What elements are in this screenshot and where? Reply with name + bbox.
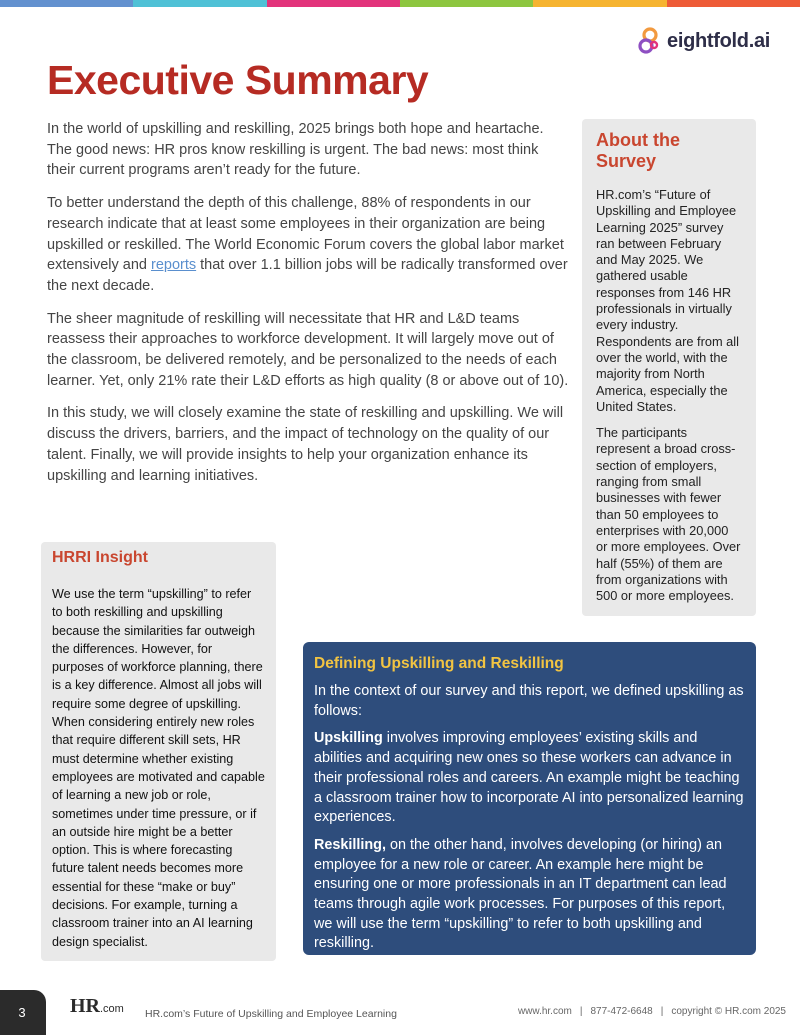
color-bar-segment	[667, 0, 800, 7]
footer-website[interactable]: www.hr.com	[517, 1006, 572, 1017]
infinity-logo-icon	[637, 27, 663, 55]
hr-logo-suffix: .com	[100, 1003, 124, 1015]
summary-body	[47, 119, 569, 498]
color-bar-segment	[533, 0, 666, 7]
top-color-bar	[0, 0, 800, 7]
footer-separator: |	[579, 1006, 583, 1017]
color-bar-segment	[133, 0, 266, 7]
summary-paragraph-1: In the world of upskilling and reskilling, 2025 brings both hope and heartache. The good news: HR pros know reskilling is urgent. The bad news: most think their current programs aren’t ready for the future.	[47, 121, 544, 179]
definition-intro: In the context of our survey and this report, we defined upskilling as follows:	[314, 683, 744, 719]
upskilling-term: Upskilling	[314, 730, 383, 747]
paragraph-text: To better understand the depth of this challenge, 88% of respondents in our research indicate that at least some employees in their organization are being upskilled or reskilled. The World Economic Forum covers the global labor market extensively and	[47, 195, 564, 274]
hr-com-logo	[70, 995, 124, 1018]
upskilling-text: involves improving employees’ existing skills and abilities and acquiring new ones so these workers can advance in their professional roles and careers. An example might be teaching a classroom trainer how to incorporate AI into personalized learning experiences.	[314, 730, 744, 826]
reskilling-term: Reskilling,	[314, 836, 386, 853]
insight-text: We use the term “upskilling” to refer to both reskilling and upskilling because the similarities far outweigh the differences. However, for purposes of workforce planning, there is a key difference. Almost all jobs will require some degree of upskilling. When considering entirely new roles that require different skill sets, HR must determine whether existing employees are motivated and capable of learning a new job or role, sometimes under time pressure, or if an outside hire might be a better option. This is where forecasting future talent needs becomes more essential for these “make or buy” decisions. For example, turning a classroom trainer into an AI learning design specialist.	[52, 587, 265, 949]
reskilling-text: on the other hand, involves developing (or hiring) an employee for a new role or career. An example here might be ensuring one or more professionals in an IT department can lead teams through agile work processes. For purposes of this report, we will use the term “upskilling” to refer to both upskilling and reskilling.	[314, 836, 727, 952]
definition-box	[303, 642, 756, 955]
color-bar-segment	[400, 0, 533, 7]
color-bar-segment	[267, 0, 400, 7]
page-footer	[0, 990, 800, 1035]
reports-link[interactable]: reports	[150, 257, 197, 274]
summary-paragraph-2	[47, 193, 569, 297]
about-survey-box	[582, 119, 756, 616]
footer-contact	[518, 1006, 786, 1017]
footer-copyright: copyright © HR.com 2025	[671, 1006, 786, 1017]
eightfold-logo	[637, 27, 770, 55]
reskilling-definition	[314, 836, 745, 954]
hrri-insight-box	[41, 542, 276, 961]
brand-name: eightfold.ai	[667, 29, 771, 52]
about-survey-paragraph-2: The participants represent a broad cross-section of employers, ranging from small businesses with fewer than 50 employees to enterprises with 20,000 or more employees. Over half (55%) of them are from organizations with 500 or more employees.	[596, 425, 741, 604]
definition-heading: Defining Upskilling and Reskilling	[314, 655, 564, 672]
hr-logo-text: HR	[70, 995, 100, 1017]
page-number: 3	[0, 990, 46, 1035]
color-bar-segment	[0, 0, 133, 7]
upskilling-definition	[314, 729, 745, 828]
footer-phone: 877-472-6648	[590, 1006, 653, 1017]
footer-separator: |	[660, 1006, 664, 1017]
footer-report-title: HR.com’s Future of Upskilling and Employee Learning	[145, 1008, 397, 1020]
page-title: Executive Summary	[47, 57, 429, 103]
paragraph-text: that over 1.1 billion jobs will be radically transformed over the next decade.	[47, 257, 568, 294]
about-survey-paragraph-1: HR.com’s “Future of Upskilling and Employee Learning 2025” survey ran between February and May 2025. We gathered usable responses from 146 HR professionals in virtually every industry. Respondents are from all over the world, with the majority from North America, especially the United States.	[596, 187, 739, 414]
insight-heading: HRRI Insight	[52, 549, 148, 566]
summary-paragraph-3: The sheer magnitude of reskilling will necessitate that HR and L&D teams reassess their approaches to workforce development. It will largely move out of the classroom, be delivered remotely, and be personalized to the needs of each learner. Yet, only 21% rate their L&D efforts as high quality (8 or above out of 10).	[47, 310, 569, 389]
summary-paragraph-4: In this study, we will closely examine the state of reskilling and upskilling. We will discuss the drivers, barriers, and the impact of technology on the quality of our talent. Finally, we will provide insights to help your organization enhance its upskilling and learning initiatives.	[47, 405, 564, 484]
about-survey-heading: About the Survey	[596, 130, 680, 171]
